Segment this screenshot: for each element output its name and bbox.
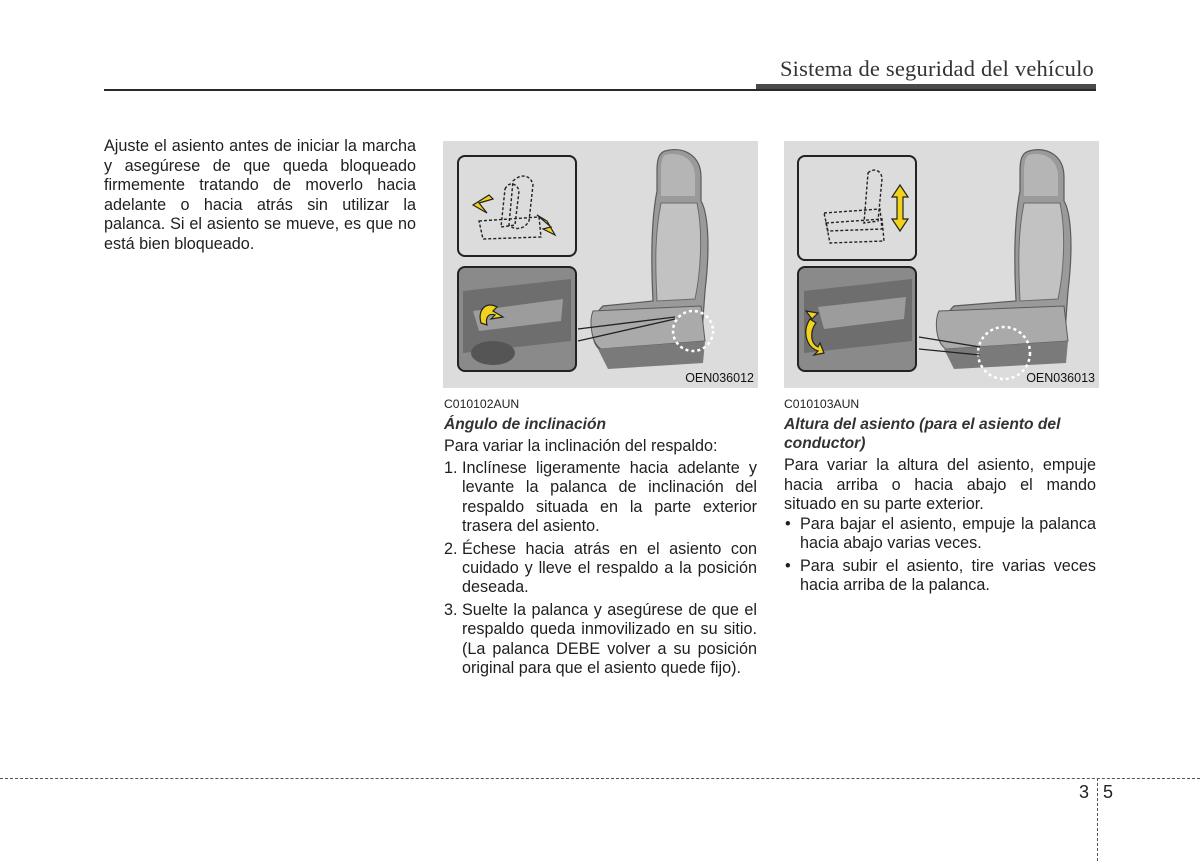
recline-steps [444,459,757,681]
seat-height-illustration [784,141,1099,388]
section-intro: Para variar la inclinación del respaldo: [444,437,718,455]
page-number: 5 [1103,782,1114,802]
page-header-title: Sistema de seguridad del vehículo [779,56,1094,81]
intro-paragraph: Ajuste el asiento antes de iniciar la marcha y asegúrese de que queda bloqueado firmemente tratando de moverlo hacia adelante o hacia atrás sin utilizar la palanca. Si el asiento se mueve, es que no está bien bloqueado. [104,137,416,253]
height-bullets [784,515,1096,599]
list-item: 2. Échese hacia atrás en el asiento con cuidado y lleve el respaldo a la posición deseada. [444,539,757,597]
figure-code: OEN036013 [1026,371,1095,385]
figure-seat-recline [443,141,758,388]
header-rule [104,89,1096,91]
list-item: 1. Inclínese ligeramente hacia adelante y levante la palanca de inclinación del respaldo situada en la parte exterior trasera del asiento. [444,459,757,536]
list-item: • Para bajar el asiento, empuje la palanca hacia abajo varias veces. [785,515,1096,553]
footer-vertical-dashed-rule [1097,778,1098,861]
chapter-number: 3 [1079,782,1090,802]
figure-seat-height [784,141,1099,388]
list-item: 3. Suelte la palanca y asegúrese de que el respaldo queda inmovilizado en su sitio. (La palanca DEBE volver a su posición original para que el asiento quede fijo). [444,600,757,678]
section-intro: Para variar la altura del asiento, empuje hacia arriba o hacia abajo el mando situado en su parte exterior. [784,456,1096,513]
footer-dashed-rule [0,778,1200,779]
reference-code: C010103AUN [784,397,860,411]
section-heading: Altura del asiento (para el asiento del conductor) [784,416,1061,452]
section-heading: Ángulo de inclinación [444,416,607,433]
figure-code: OEN036012 [685,371,754,385]
reference-code: C010102AUN [444,397,520,411]
list-item: • Para subir el asiento, tire varias veces hacia arriba de la palanca. [785,556,1096,595]
seat-recline-illustration [443,141,758,388]
